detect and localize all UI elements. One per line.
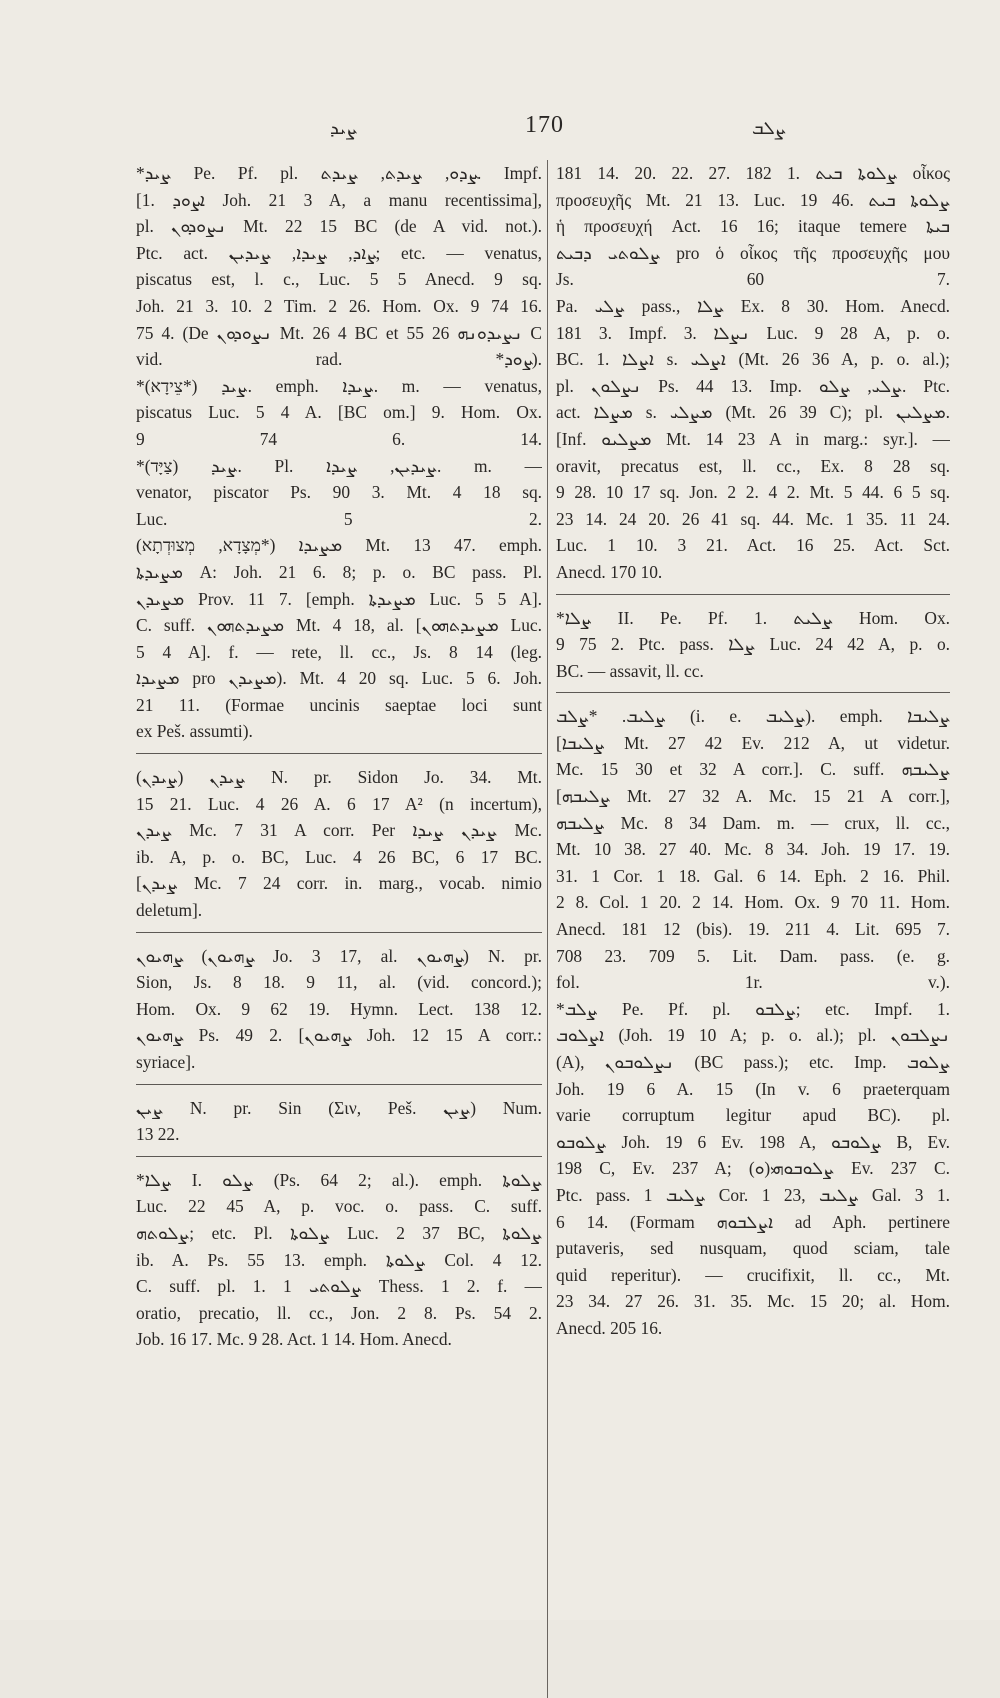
entry-line: *ܨܝܕ (*צֵידָא). emph. ܨܝܕܐ. m. — venatus, (136, 375, 542, 396)
entry-line: ܡܨܝܕܐ (*מְצָדָא, מְצוּדְתָא) Mt. 13 47. emph. (136, 535, 542, 556)
entry-line: quid reperitur). — crucifixit, ll. cc., Mt. (556, 1264, 950, 1285)
entry-line: *ܨܝܕ Pe. Pf. pl. ܨܕܘ, ܨܝܕܬ, ܨܝܕܬ. Impf. (136, 163, 542, 183)
entry-line: ܡܨܝܕܐ pro ܡܨܝܕܢ). Mt. 4 20 sq. Luc. 5 6. Joh. (136, 668, 542, 689)
dictionary-entry (136, 764, 542, 924)
entry-line: Joh. 21 3. 10. 2 Tim. 2 26. Hom. Ox. 9 74 16. (136, 295, 542, 316)
entry-line: Sion, Js. 8 18. 9 11, al. (vid. concord.); (136, 972, 542, 993)
entry-line: Job. 16 17. Mc. 9 28. Act. 1 14. Hom. Anecd. (136, 1329, 452, 1350)
entry-line: ἡ προσευχή Act. 16 16; itaque temere ܒܝܬܐ (556, 216, 950, 237)
entry-line: fol. 1r. v.). (556, 972, 950, 993)
entry-line: Anecd. 181 12 (bis). 19. 211 4. Lit. 695 7. (556, 919, 950, 940)
entry-line: pl. ܢܨܘܕܘܢ Mt. 22 15 BC (de A vid. not.). (136, 216, 542, 237)
entry-line: [ܨܝܕܢ Mc. 7 24 corr. in. marg., vocab. nimio (136, 873, 542, 894)
page-header (0, 112, 1000, 152)
entry-line: Ptc. pass. ܨܠܝܒ 1 Cor. 1 23, ܨܠܝܒ Gal. 3 1. (556, 1184, 950, 1205)
entry-line: 75 4. (De ܢܨܘܕܘܢ Mt. 26 4 BC et ܢܨܝܕܘܢܗ 26 55 C (136, 322, 542, 343)
entry-line: ܨܠܘܬܝ ܕܒܝܬ pro ὁ οἶκος τῆς προσευχῆς μου (556, 242, 950, 263)
entry-line: *ܨܝܕ (צַיָּד). Pl. ܨܝܕܝܢ, ܨܝܕܐ. m. — (136, 455, 542, 476)
dictionary-entry (136, 1167, 542, 1353)
entry-separator (556, 594, 950, 595)
entry-line: ܨܠܘܬܗ; etc. Pl. ܨܠܘܬܐ Luc. 2 37 BC, ܨܠܘܬܐ (136, 1222, 542, 1243)
dictionary-entry (556, 605, 950, 685)
entry-line: BC. 1. ܐܨܠܐ s. ܐܨܠܝ (Mt. 26 36 A, p. o. al.); (556, 349, 950, 370)
entry-separator (136, 753, 542, 754)
entry-line: syriace]. (136, 1052, 196, 1072)
entry-line: ex Peš. assumti). (136, 721, 253, 742)
entry-line: 31. 1 Cor. 1 18. Gal. 6 14. Eph. 2 16. Phil. (556, 865, 950, 886)
entry-line: oratio, precatio, ll. cc., Jon. 2 8. Ps. 54 2. (136, 1302, 542, 1323)
running-head-right: ܨܠܒ (752, 118, 786, 138)
entry-line: 21 11. (Formae uncinis saeptae loci sunt (136, 694, 542, 715)
entry-line: BC. — assavit, ll. cc. (556, 660, 704, 681)
entry-line: *ܨܠܐ II. Pe. Pf. 1. ܨܠܝܬ Hom. Ox. (556, 607, 950, 628)
page-number: 170 (525, 112, 564, 138)
entry-line: Js. 60 7. (556, 269, 950, 290)
entry-line: Pa. ܨܠܝ pass., ܨܠܐ Ex. 8 30. Hom. Anecd. (556, 295, 950, 316)
entry-line: ܨܠܝܒܗ Mc. 8 34 Dam. m. — crux, ll. cc., (556, 812, 950, 833)
entry-line: C. suff. pl. 1. ܨܠܘܬܝ 1 Thess. 1 2. f. — (136, 1276, 542, 1297)
entry-line: ܨܗܝܘܢ (ܨܗܝܘܢ Jo. 3 17, al. ܨܗܝܘܢ) N. pr. (136, 945, 542, 966)
entry-line: 9 28. 10 17 sq. Jon. 2 2. 4 2. Mt. 5 44. 6 5 sq. (556, 482, 950, 503)
entry-line: Luc. 1 10. 3 21. Act. 16 25. Act. Sct. (556, 535, 950, 556)
entry-line: Joh. 19 6 A. 15 (In v. 6 praeterquam (556, 1078, 950, 1099)
entry-line: 9 74 6. 14. (136, 428, 542, 449)
entry-line: ܨܗܝܘܢ Ps. 49 2. [ܨܗܝܘܢ Joh. 12 15 A corr.: (136, 1025, 542, 1046)
entry-line: ib. A. Ps. 55 13. emph. ܨܠܘܬܐ Col. 4 12. (136, 1249, 542, 1270)
entry-line: 23 34. 27 26. 31. 35. Mc. 15 20; al. Hom. (556, 1291, 950, 1312)
dictionary-entry (556, 703, 950, 1341)
right-column (556, 160, 950, 1342)
entry-line: 13 22. (136, 1124, 180, 1145)
entry-line: 181 3. Impf. 3. ܢܨܠܐ Luc. 9 28 A, p. o. (556, 322, 950, 343)
left-column (136, 160, 542, 1353)
entry-line: pl. ܢܨܠܘܢ Ps. 44 13. Imp. ܨܠܝ, ܨܠܘ. Ptc. (556, 375, 950, 396)
entry-line: 181 14. 20. 22. 27. 182 1. ܨܠܘܬܐ ܒܝܬ οἶκος (556, 163, 950, 183)
column-divider (547, 160, 548, 1698)
entry-line: act. ܡܨܠܐ s. ܡܨܠܝ (Mt. 26 39 C); pl. ܡܨܠܝܢ. (556, 402, 950, 423)
entry-line: oravit, precatus est, ll. cc., Ex. 8 28 sq. (556, 455, 950, 476)
entry-line: Anecd. 205 16. (556, 1317, 663, 1338)
entry-line: 708 23. 709 5. Lit. Dam. pass. (e. g. (556, 945, 950, 966)
entry-line: προσευχῆς Mt. 21 13. Luc. 19 46. ܨܠܘܬܐ ܒܝܬ (556, 189, 950, 210)
entry-line: ܡܨܝܕܢ Prov. 11 7. [emph. ܡܨܝܕܬܐ Luc. 5 5 A]. (136, 588, 542, 609)
entry-line: ܨܝܕܢ Mc. 7 31 A corr. Per ܨܝܕܢ ܨܝܕܐ Mc. (136, 820, 542, 841)
entry-line: venator, piscator Ps. 90 3. Mt. 4 18 sq. (136, 482, 542, 503)
entry-line: [Inf. ܡܨܠܝܘ Mt. 14 23 A in marg.: syr.]. — (556, 428, 950, 449)
entry-line: ܨܠܘܒܘ Joh. 19 6 Ev. 198 A, ܨܠܘܒܘ B, Ev. (556, 1131, 950, 1152)
entry-line: 6 14. (Formam ܐܨܠܒܘܗ ad Aph. pertinere (556, 1211, 950, 1232)
entry-line: 23 14. 24 20. 26 41 sq. 44. Mc. 1 35. 11 24. (556, 508, 950, 529)
running-head-left: ܨܝܕ (330, 118, 358, 138)
entry-line: [ܨܠܝܒܐ Mt. 27 42 Ev. 212 A, ut videtur. (556, 732, 950, 753)
entry-line: ܨܝܢ N. pr. Sin (Σιν, Peš. ܨܝܢ) Num. (136, 1097, 542, 1118)
entry-line: ܐܨܠܘܒ (Joh. 19 10 A; p. o. al.); pl. ܢܨܠܒܘܢ (556, 1025, 950, 1046)
entry-line: 198 C, Ev. 237 A; ܨܠܘܒܘܗܝ(ܘ) Ev. 237 C. (556, 1158, 950, 1179)
entry-line: Hom. Ox. 9 62 19. Hymn. Lect. 138 12. (136, 998, 542, 1019)
entry-line: putaveris, sed nusquam, quod sciam, tale (556, 1238, 950, 1259)
entry-line: piscatus est, l. c., Luc. 5 5 Anecd. 9 sq. (136, 269, 542, 290)
entry-line: ib. A, p. o. BC, Luc. 4 26 BC, 6 17 BC. (136, 846, 542, 867)
entry-line: C. suff. ܡܨܝܕܬܗܘܢ Mt. 4 18, al. [ܡܨܝܕܬܗܘܢ Luc. (136, 615, 542, 636)
entry-line: ܨܝܕܢ (ܨܝܕܢ) N. pr. Sidon Jo. 34. Mt. (136, 767, 542, 788)
entry-line: 5 4 A]. f. — rete, ll. cc., Js. 8 14 (leg. (136, 641, 542, 662)
entry-line: (A), ܢܨܠܘܒܘܢ (BC pass.); etc. Imp. ܨܠܘܒ (556, 1052, 950, 1072)
entry-line: deletum]. (136, 900, 203, 921)
dictionary-entry (136, 160, 542, 745)
entry-separator (136, 1156, 542, 1157)
entry-line: varie corruptum legitur apud BC). pl. (556, 1105, 950, 1126)
entry-separator (136, 932, 542, 933)
entry-line: Luc. 22 45 A, p. voc. o. pass. C. suff. (136, 1196, 542, 1217)
entry-separator (136, 1084, 542, 1085)
entry-line: Mt. 10 38. 27 40. Mc. 8 34. Joh. 19 17. 19. (556, 839, 950, 860)
entry-line: ܨܠܝܒ. *ܨܠܒ (i. e. ܨܠܝܒ). emph. ܨܠܝܒܐ (556, 706, 950, 727)
entry-line: [ܨܠܝܒܗ Mt. 27 32 A. Mc. 15 21 A corr.], (556, 786, 950, 807)
entry-line: Anecd. 170 10. (556, 561, 663, 582)
entry-line: 2 8. Col. 1 20. 2 14. Hom. Ox. 9 70 11. Hom. (556, 892, 950, 913)
dictionary-entry (136, 1095, 542, 1148)
entry-line: Mc. 15 30 et 32 A corr.]. C. suff. ܨܠܝܒܗ (556, 759, 950, 780)
dictionary-entry (136, 943, 542, 1076)
entry-line: piscatus Luc. 5 4 A. [BC om.] 9. Hom. Ox. (136, 402, 542, 423)
entry-line: 15 21. Luc. 4 26 A. 6 17 A² (n incertum), (136, 793, 542, 814)
entry-line: Ptc. act. ܨܐܕ, ܨܝܕܐ, ܨܝܕܝܢ; etc. — venatus, (136, 242, 542, 263)
entry-separator (556, 692, 950, 693)
entry-line: Luc. 5 2. (136, 508, 542, 529)
entry-line: ܡܨܝܕܬܐ A: Joh. 21 6. 8; p. o. BC pass. Pl. (136, 561, 542, 582)
entry-line: [1. ܐܨܘܕ Joh. 21 3 A, a manu recentissima], (136, 189, 542, 210)
dictionary-entry (556, 160, 950, 586)
entry-line: 9 75 2. Ptc. pass. ܨܠܐ Luc. 24 42 A, p. o. (556, 634, 950, 655)
entry-line: *ܨܠܐ I. ܨܠܘ (Ps. 64 2; al.). emph. ܨܠܘܬܐ (136, 1169, 542, 1190)
entry-line: *ܨܠܒ Pe. Pf. pl. ܨܠܒܘ; etc. Impf. 1. (556, 998, 950, 1019)
entry-line: vid. rad. *ܨܘܕ). (136, 349, 542, 370)
